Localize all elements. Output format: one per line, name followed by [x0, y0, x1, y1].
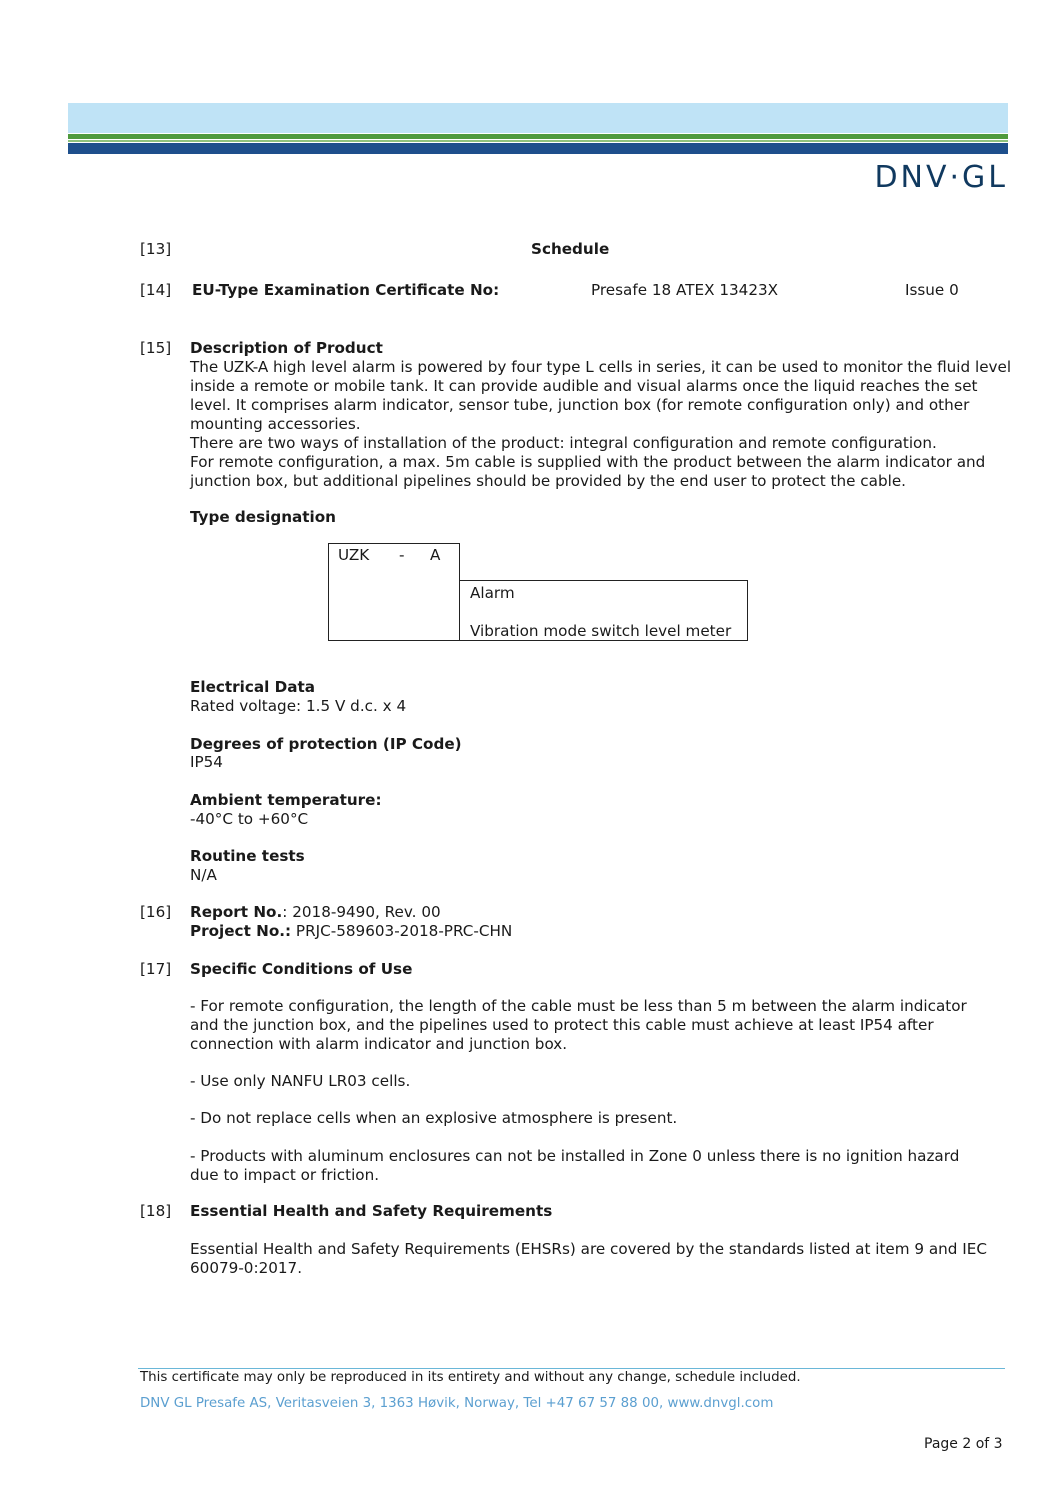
conditions-heading: Specific Conditions of Use — [190, 960, 413, 978]
description-heading: Description of Product — [190, 339, 383, 357]
type-designation-inner — [329, 567, 459, 639]
electrical-value: Rated voltage: 1.5 V d.c. x 4 — [190, 697, 407, 715]
type-code-part1: UZK — [338, 546, 370, 564]
condition-item: - Use only NANFU LR03 cells. — [190, 1072, 411, 1090]
report-value: : 2018-9490, Rev. 00 — [282, 903, 441, 921]
ehsr-heading: Essential Health and Safety Requirements — [190, 1202, 553, 1220]
ambient-heading: Ambient temperature: — [190, 791, 382, 809]
header-band-blue — [68, 143, 1008, 154]
ehsr-text: Essential Health and Safety Requirements (EHSRs) are covered by the standards listed at item 9 and IEC 60079-0:2017. — [190, 1240, 987, 1277]
type-designation-heading: Type designation — [190, 508, 336, 526]
project-label: Project No.: — [190, 922, 292, 940]
type-designation-divider — [459, 543, 462, 581]
report-line — [190, 903, 441, 921]
project-value: PRJC-589603-2018-PRC-CHN — [291, 922, 513, 940]
description-body — [190, 358, 1015, 491]
schedule-title: Schedule — [531, 240, 610, 258]
routine-heading: Routine tests — [190, 847, 305, 865]
type-code-part2: A — [430, 546, 441, 564]
description-paragraph: The UZK-A high level alarm is powered by four type L cells in series, it can be used to monitor the fluid level inside a remote or mobile tank. It can provide audible and visual alarms once the liquid reaches the set level. It comprises alarm indicator, sensor tube, junction box (for remote configuration only) and other mounting accessories. — [190, 358, 1012, 433]
item-number-18: [18] — [140, 1202, 172, 1220]
header-band-green — [68, 134, 1008, 139]
condition-item: - Do not replace cells when an explosive atmosphere is present. — [190, 1109, 678, 1127]
routine-value: N/A — [190, 866, 217, 884]
description-paragraph: For remote configuration, a max. 5m cable is supplied with the product between the alarm indicator and junction box, but additional pipelines should be provided by the end user to protect the cable. — [190, 453, 986, 490]
ambient-value: -40°C to +60°C — [190, 810, 309, 828]
certificate-number: Presafe 18 ATEX 13423X — [591, 281, 779, 299]
item-number-16: [16] — [140, 903, 172, 921]
footer-notice: This certificate may only be reproduced in its entirety and without any change, schedule included. — [140, 1370, 801, 1385]
protection-heading: Degrees of protection (IP Code) — [190, 735, 462, 753]
protection-value: IP54 — [190, 753, 223, 771]
condition-item: - Products with aluminum enclosures can not be installed in Zone 0 unless there is no ignition hazard due to impact or friction. — [190, 1147, 960, 1184]
type-label-alarm: Alarm — [470, 584, 515, 602]
certificate-label: EU-Type Examination Certificate No: — [192, 281, 500, 299]
footer-divider — [138, 1368, 1005, 1369]
header-band-light — [68, 103, 1008, 133]
condition-item: - For remote configuration, the length of the cable must be less than 5 m between the alarm indicator and the junction box, and the pipelines used to protect this cable must achieve at least IP54 after connection with alarm indicator and junction box. — [190, 997, 967, 1053]
dnvgl-logo: DNV·GL — [874, 160, 1008, 195]
electrical-heading: Electrical Data — [190, 678, 315, 696]
page-number: Page 2 of 3 — [924, 1436, 1003, 1452]
description-paragraph: There are two ways of installation of the product: integral configuration and remote configuration. — [190, 434, 937, 452]
type-code-dash: - — [399, 546, 405, 564]
footer-address: DNV GL Presafe AS, Veritasveien 3, 1363 Høvik, Norway, Tel +47 67 57 88 00, www.dnvgl.com — [140, 1396, 774, 1411]
type-label-vibration: Vibration mode switch level meter — [470, 622, 732, 640]
item-number-15: [15] — [140, 339, 172, 357]
report-label: Report No. — [190, 903, 283, 921]
header-band-green-thin — [68, 140, 1008, 142]
item-number-14: [14] — [140, 281, 172, 299]
certificate-issue: Issue 0 — [905, 281, 959, 299]
item-number-13: [13] — [140, 240, 172, 258]
project-line — [190, 922, 512, 940]
item-number-17: [17] — [140, 960, 172, 978]
